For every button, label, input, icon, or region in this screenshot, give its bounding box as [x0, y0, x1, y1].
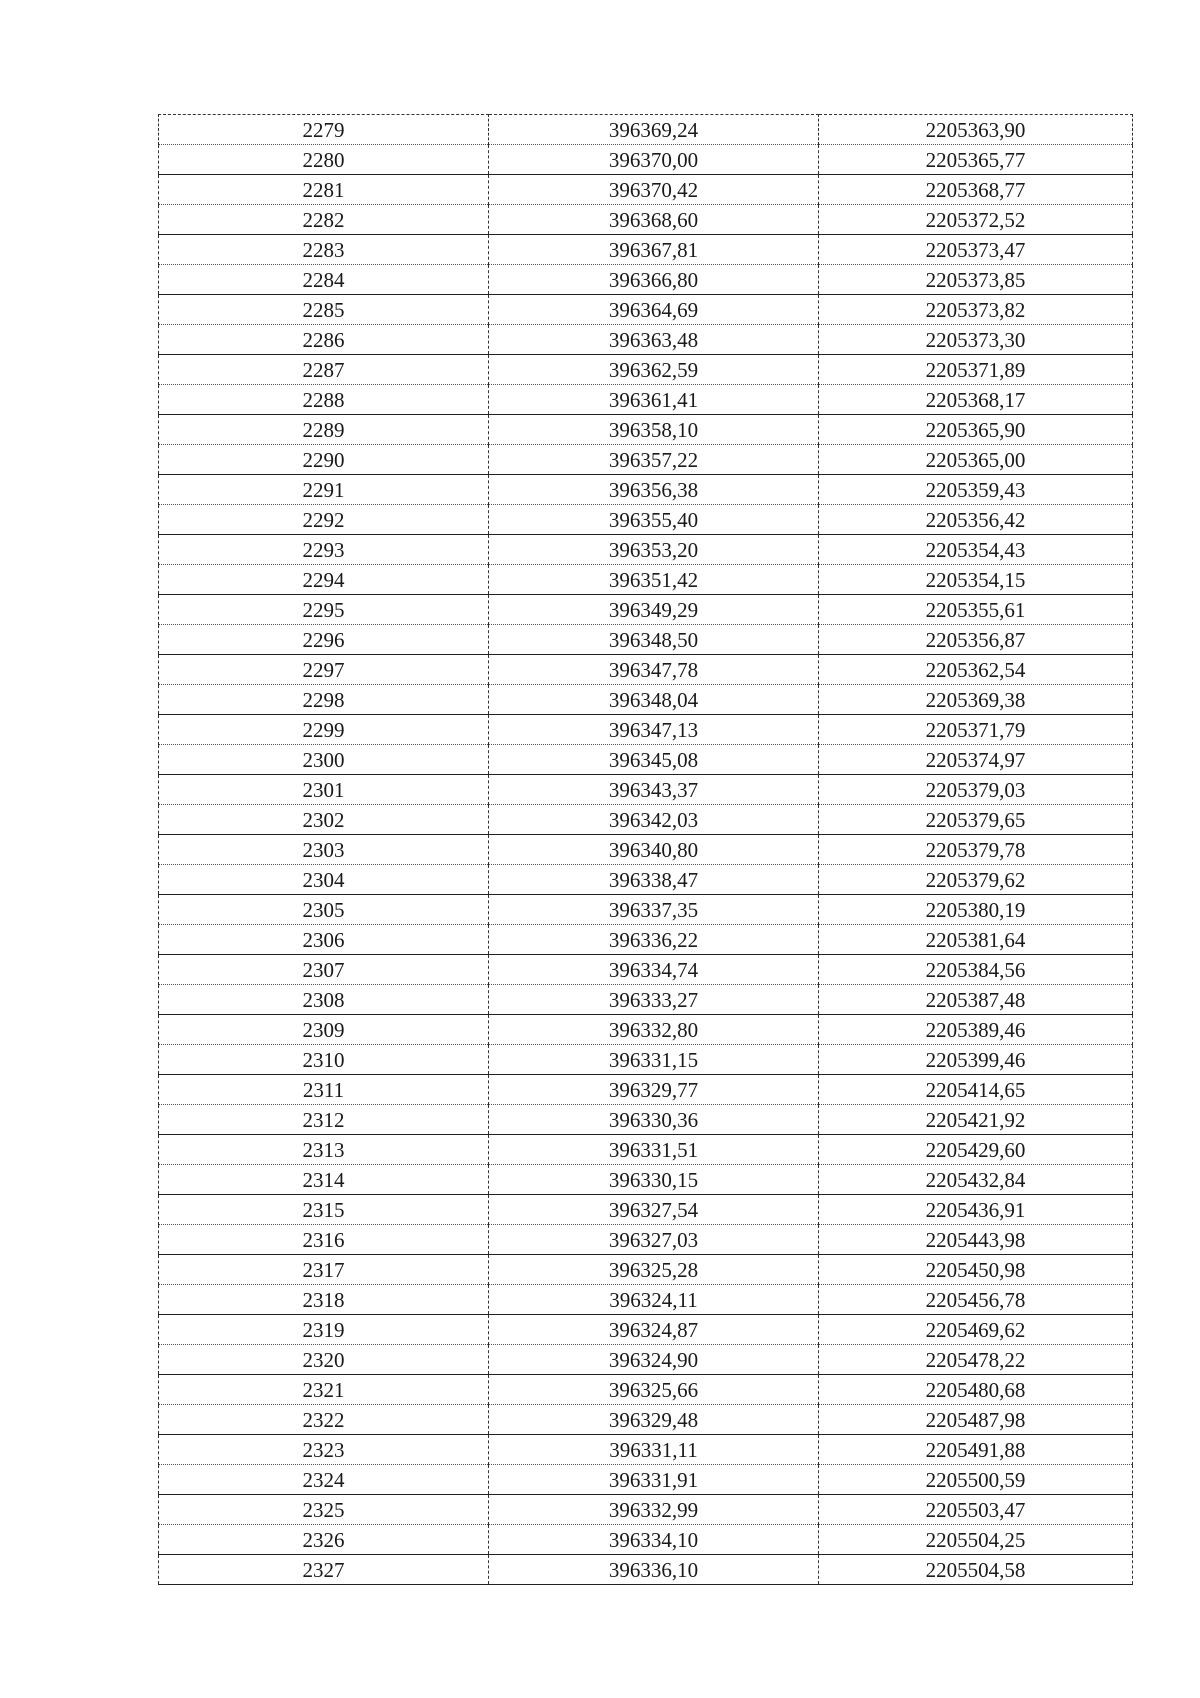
x-coordinate-cell: 396327,03: [489, 1225, 819, 1255]
y-coordinate-cell: 2205373,47: [819, 235, 1133, 265]
x-coordinate-cell: 396324,11: [489, 1285, 819, 1315]
point-number-cell: 2281: [159, 175, 489, 205]
y-coordinate-cell: 2205365,00: [819, 445, 1133, 475]
point-number-cell: 2312: [159, 1105, 489, 1135]
point-number-cell: 2308: [159, 985, 489, 1015]
point-number-cell: 2295: [159, 595, 489, 625]
x-coordinate-cell: 396356,38: [489, 475, 819, 505]
y-coordinate-cell: 2205456,78: [819, 1285, 1133, 1315]
table-row: [159, 895, 1133, 925]
table-row: [159, 1255, 1133, 1285]
y-coordinate-cell: 2205414,65: [819, 1075, 1133, 1105]
x-coordinate-cell: 396345,08: [489, 745, 819, 775]
point-number-cell: 2327: [159, 1555, 489, 1585]
x-coordinate-cell: 396332,80: [489, 1015, 819, 1045]
x-coordinate-cell: 396357,22: [489, 445, 819, 475]
x-coordinate-cell: 396370,42: [489, 175, 819, 205]
table-row: [159, 985, 1133, 1015]
table-row: [159, 655, 1133, 685]
table-row: [159, 1405, 1133, 1435]
y-coordinate-cell: 2205373,82: [819, 295, 1133, 325]
table-row: [159, 1225, 1133, 1255]
x-coordinate-cell: 396327,54: [489, 1195, 819, 1225]
x-coordinate-cell: 396332,99: [489, 1495, 819, 1525]
y-coordinate-cell: 2205374,97: [819, 745, 1133, 775]
y-coordinate-cell: 2205368,77: [819, 175, 1133, 205]
point-number-cell: 2322: [159, 1405, 489, 1435]
table-row: [159, 265, 1133, 295]
point-number-cell: 2326: [159, 1525, 489, 1555]
y-coordinate-cell: 2205356,87: [819, 625, 1133, 655]
y-coordinate-cell: 2205373,85: [819, 265, 1133, 295]
table-row: [159, 325, 1133, 355]
x-coordinate-cell: 396331,11: [489, 1435, 819, 1465]
y-coordinate-cell: 2205478,22: [819, 1345, 1133, 1375]
point-number-cell: 2301: [159, 775, 489, 805]
table-row: [159, 205, 1133, 235]
point-number-cell: 2285: [159, 295, 489, 325]
point-number-cell: 2297: [159, 655, 489, 685]
y-coordinate-cell: 2205365,90: [819, 415, 1133, 445]
y-coordinate-cell: 2205365,77: [819, 145, 1133, 175]
x-coordinate-cell: 396334,74: [489, 955, 819, 985]
x-coordinate-cell: 396366,80: [489, 265, 819, 295]
table-row: [159, 1555, 1133, 1585]
table-row: [159, 445, 1133, 475]
y-coordinate-cell: 2205387,48: [819, 985, 1133, 1015]
point-number-cell: 2287: [159, 355, 489, 385]
x-coordinate-cell: 396330,36: [489, 1105, 819, 1135]
point-number-cell: 2298: [159, 685, 489, 715]
x-coordinate-cell: 396348,50: [489, 625, 819, 655]
table-row: [159, 355, 1133, 385]
point-number-cell: 2304: [159, 865, 489, 895]
table-row: [159, 565, 1133, 595]
y-coordinate-cell: 2205363,90: [819, 115, 1133, 145]
point-number-cell: 2314: [159, 1165, 489, 1195]
table-row: [159, 625, 1133, 655]
coordinates-table-body: [159, 115, 1133, 1585]
table-row: [159, 835, 1133, 865]
point-number-cell: 2310: [159, 1045, 489, 1075]
y-coordinate-cell: 2205491,88: [819, 1435, 1133, 1465]
x-coordinate-cell: 396351,42: [489, 565, 819, 595]
x-coordinate-cell: 396331,51: [489, 1135, 819, 1165]
x-coordinate-cell: 396324,90: [489, 1345, 819, 1375]
x-coordinate-cell: 396353,20: [489, 535, 819, 565]
point-number-cell: 2294: [159, 565, 489, 595]
point-number-cell: 2300: [159, 745, 489, 775]
point-number-cell: 2284: [159, 265, 489, 295]
coordinates-table: [158, 114, 1133, 1585]
table-row: [159, 1315, 1133, 1345]
x-coordinate-cell: 396347,13: [489, 715, 819, 745]
point-number-cell: 2282: [159, 205, 489, 235]
y-coordinate-cell: 2205362,54: [819, 655, 1133, 685]
point-number-cell: 2325: [159, 1495, 489, 1525]
table-row: [159, 805, 1133, 835]
y-coordinate-cell: 2205421,92: [819, 1105, 1133, 1135]
y-coordinate-cell: 2205373,30: [819, 325, 1133, 355]
point-number-cell: 2315: [159, 1195, 489, 1225]
table-row: [159, 1465, 1133, 1495]
x-coordinate-cell: 396361,41: [489, 385, 819, 415]
table-row: [159, 535, 1133, 565]
table-row: [159, 1195, 1133, 1225]
x-coordinate-cell: 396329,77: [489, 1075, 819, 1105]
x-coordinate-cell: 396324,87: [489, 1315, 819, 1345]
x-coordinate-cell: 396347,78: [489, 655, 819, 685]
y-coordinate-cell: 2205487,98: [819, 1405, 1133, 1435]
table-row: [159, 775, 1133, 805]
point-number-cell: 2280: [159, 145, 489, 175]
x-coordinate-cell: 396370,00: [489, 145, 819, 175]
y-coordinate-cell: 2205379,03: [819, 775, 1133, 805]
x-coordinate-cell: 396343,37: [489, 775, 819, 805]
table-row: [159, 1285, 1133, 1315]
point-number-cell: 2309: [159, 1015, 489, 1045]
x-coordinate-cell: 396338,47: [489, 865, 819, 895]
y-coordinate-cell: 2205359,43: [819, 475, 1133, 505]
x-coordinate-cell: 396331,91: [489, 1465, 819, 1495]
table-row: [159, 925, 1133, 955]
x-coordinate-cell: 396348,04: [489, 685, 819, 715]
table-row: [159, 1015, 1133, 1045]
point-number-cell: 2311: [159, 1075, 489, 1105]
y-coordinate-cell: 2205500,59: [819, 1465, 1133, 1495]
x-coordinate-cell: 396336,10: [489, 1555, 819, 1585]
y-coordinate-cell: 2205379,65: [819, 805, 1133, 835]
y-coordinate-cell: 2205389,46: [819, 1015, 1133, 1045]
table-row: [159, 745, 1133, 775]
table-row: [159, 1345, 1133, 1375]
point-number-cell: 2323: [159, 1435, 489, 1465]
x-coordinate-cell: 396337,35: [489, 895, 819, 925]
x-coordinate-cell: 396329,48: [489, 1405, 819, 1435]
y-coordinate-cell: 2205432,84: [819, 1165, 1133, 1195]
y-coordinate-cell: 2205369,38: [819, 685, 1133, 715]
y-coordinate-cell: 2205436,91: [819, 1195, 1133, 1225]
y-coordinate-cell: 2205443,98: [819, 1225, 1133, 1255]
table-row: [159, 1525, 1133, 1555]
y-coordinate-cell: 2205379,62: [819, 865, 1133, 895]
y-coordinate-cell: 2205381,64: [819, 925, 1133, 955]
point-number-cell: 2293: [159, 535, 489, 565]
y-coordinate-cell: 2205504,25: [819, 1525, 1133, 1555]
y-coordinate-cell: 2205368,17: [819, 385, 1133, 415]
y-coordinate-cell: 2205371,79: [819, 715, 1133, 745]
point-number-cell: 2317: [159, 1255, 489, 1285]
x-coordinate-cell: 396368,60: [489, 205, 819, 235]
y-coordinate-cell: 2205356,42: [819, 505, 1133, 535]
point-number-cell: 2305: [159, 895, 489, 925]
point-number-cell: 2296: [159, 625, 489, 655]
point-number-cell: 2307: [159, 955, 489, 985]
x-coordinate-cell: 396325,28: [489, 1255, 819, 1285]
y-coordinate-cell: 2205429,60: [819, 1135, 1133, 1165]
table-row: [159, 1435, 1133, 1465]
y-coordinate-cell: 2205354,43: [819, 535, 1133, 565]
table-row: [159, 145, 1133, 175]
point-number-cell: 2324: [159, 1465, 489, 1495]
table-row: [159, 685, 1133, 715]
x-coordinate-cell: 396355,40: [489, 505, 819, 535]
x-coordinate-cell: 396333,27: [489, 985, 819, 1015]
table-row: [159, 1075, 1133, 1105]
x-coordinate-cell: 396362,59: [489, 355, 819, 385]
y-coordinate-cell: 2205354,15: [819, 565, 1133, 595]
x-coordinate-cell: 396336,22: [489, 925, 819, 955]
point-number-cell: 2320: [159, 1345, 489, 1375]
x-coordinate-cell: 396364,69: [489, 295, 819, 325]
y-coordinate-cell: 2205469,62: [819, 1315, 1133, 1345]
point-number-cell: 2299: [159, 715, 489, 745]
table-row: [159, 475, 1133, 505]
point-number-cell: 2279: [159, 115, 489, 145]
y-coordinate-cell: 2205503,47: [819, 1495, 1133, 1525]
table-row: [159, 1105, 1133, 1135]
table-row: [159, 1135, 1133, 1165]
point-number-cell: 2291: [159, 475, 489, 505]
x-coordinate-cell: 396349,29: [489, 595, 819, 625]
table-row: [159, 1495, 1133, 1525]
x-coordinate-cell: 396369,24: [489, 115, 819, 145]
y-coordinate-cell: 2205480,68: [819, 1375, 1133, 1405]
point-number-cell: 2302: [159, 805, 489, 835]
x-coordinate-cell: 396358,10: [489, 415, 819, 445]
y-coordinate-cell: 2205504,58: [819, 1555, 1133, 1585]
y-coordinate-cell: 2205379,78: [819, 835, 1133, 865]
x-coordinate-cell: 396342,03: [489, 805, 819, 835]
table-row: [159, 955, 1133, 985]
y-coordinate-cell: 2205372,52: [819, 205, 1133, 235]
table-row: [159, 235, 1133, 265]
point-number-cell: 2283: [159, 235, 489, 265]
table-row: [159, 865, 1133, 895]
table-row: [159, 505, 1133, 535]
x-coordinate-cell: 396334,10: [489, 1525, 819, 1555]
table-row: [159, 415, 1133, 445]
table-row: [159, 385, 1133, 415]
table-row: [159, 115, 1133, 145]
point-number-cell: 2321: [159, 1375, 489, 1405]
table-row: [159, 715, 1133, 745]
point-number-cell: 2286: [159, 325, 489, 355]
x-coordinate-cell: 396330,15: [489, 1165, 819, 1195]
table-row: [159, 295, 1133, 325]
x-coordinate-cell: 396340,80: [489, 835, 819, 865]
x-coordinate-cell: 396367,81: [489, 235, 819, 265]
table-row: [159, 175, 1133, 205]
y-coordinate-cell: 2205399,46: [819, 1045, 1133, 1075]
x-coordinate-cell: 396331,15: [489, 1045, 819, 1075]
point-number-cell: 2288: [159, 385, 489, 415]
point-number-cell: 2306: [159, 925, 489, 955]
y-coordinate-cell: 2205450,98: [819, 1255, 1133, 1285]
x-coordinate-cell: 396325,66: [489, 1375, 819, 1405]
point-number-cell: 2303: [159, 835, 489, 865]
table-row: [159, 1165, 1133, 1195]
point-number-cell: 2290: [159, 445, 489, 475]
point-number-cell: 2318: [159, 1285, 489, 1315]
table-row: [159, 1375, 1133, 1405]
point-number-cell: 2316: [159, 1225, 489, 1255]
point-number-cell: 2292: [159, 505, 489, 535]
x-coordinate-cell: 396363,48: [489, 325, 819, 355]
point-number-cell: 2319: [159, 1315, 489, 1345]
y-coordinate-cell: 2205355,61: [819, 595, 1133, 625]
point-number-cell: 2313: [159, 1135, 489, 1165]
table-row: [159, 595, 1133, 625]
y-coordinate-cell: 2205384,56: [819, 955, 1133, 985]
point-number-cell: 2289: [159, 415, 489, 445]
y-coordinate-cell: 2205371,89: [819, 355, 1133, 385]
y-coordinate-cell: 2205380,19: [819, 895, 1133, 925]
table-row: [159, 1045, 1133, 1075]
